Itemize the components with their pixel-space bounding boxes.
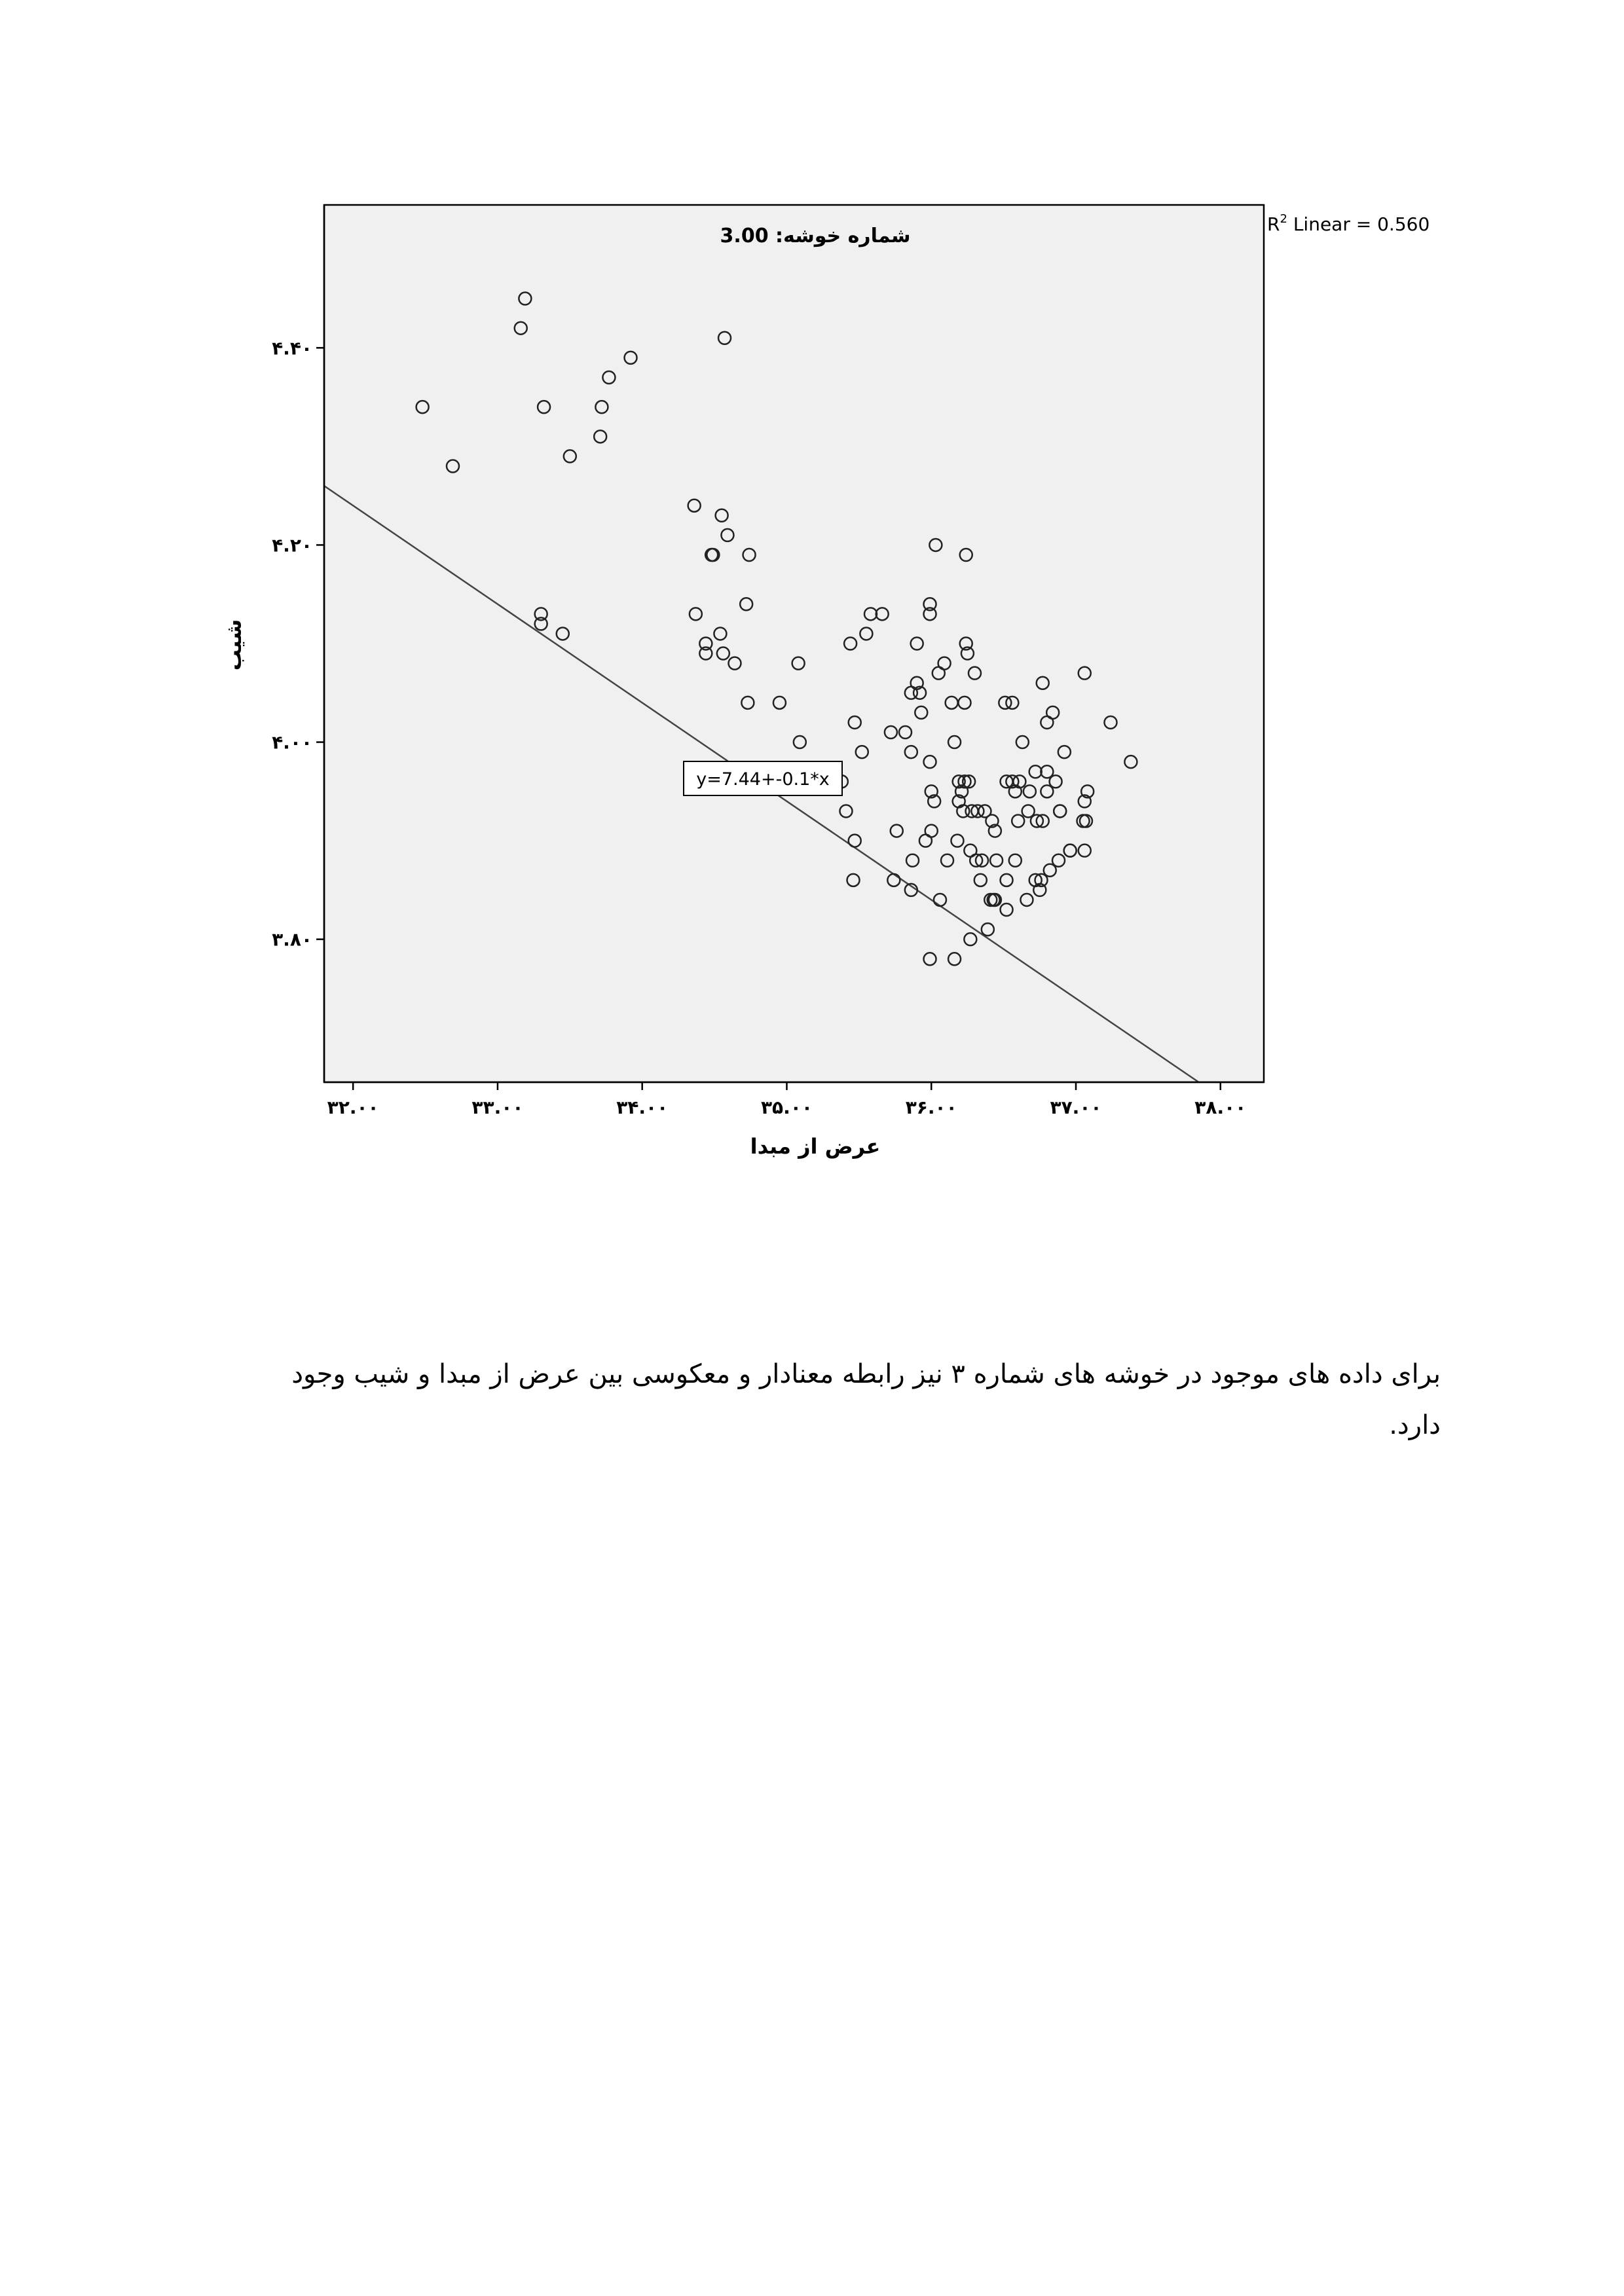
svg-text:y=7.44+-0.1*x: y=7.44+-0.1*x — [696, 769, 830, 790]
x-tick-label: ۳۲.۰۰ — [327, 1097, 379, 1118]
x-tick-label: ۳۶.۰۰ — [905, 1097, 957, 1118]
fit-equation-box — [684, 761, 842, 795]
x-axis-label: عرض از مبدا — [750, 1134, 881, 1159]
panel-title: شماره خوشه: 3.00 — [720, 225, 911, 247]
y-tick-label: ۴.۲۰ — [272, 534, 312, 556]
x-tick-label: ۳۳.۰۰ — [471, 1097, 524, 1118]
caption-line-1: برای داده های موجود در خوشه های شماره ۳ نیز رابطه معنادار و معکوسی بین عرض از مبدا و شیب وجود — [291, 1359, 1441, 1389]
y-tick-label: ۴.۴۰ — [272, 337, 312, 359]
x-tick-label: ۳۸.۰۰ — [1194, 1097, 1247, 1118]
y-tick-label: ۳.۸۰ — [272, 928, 312, 951]
x-tick-label: ۳۵.۰۰ — [760, 1097, 813, 1118]
y-tick-label: ۴.۰۰ — [272, 731, 312, 754]
caption-line-2: دارد. — [1389, 1410, 1441, 1440]
caption-paragraph — [196, 1349, 1441, 1451]
y-axis-label: شیب — [221, 619, 246, 671]
y-axis-ticks — [272, 337, 324, 950]
plot-area — [324, 205, 1264, 1082]
x-tick-label: ۳۴.۰۰ — [616, 1097, 669, 1118]
x-tick-label: ۳۷.۰۰ — [1050, 1097, 1102, 1118]
r2-label: $R^2$ Linear = 0.560 — [1267, 212, 1430, 235]
x-axis-ticks — [327, 1082, 1247, 1118]
